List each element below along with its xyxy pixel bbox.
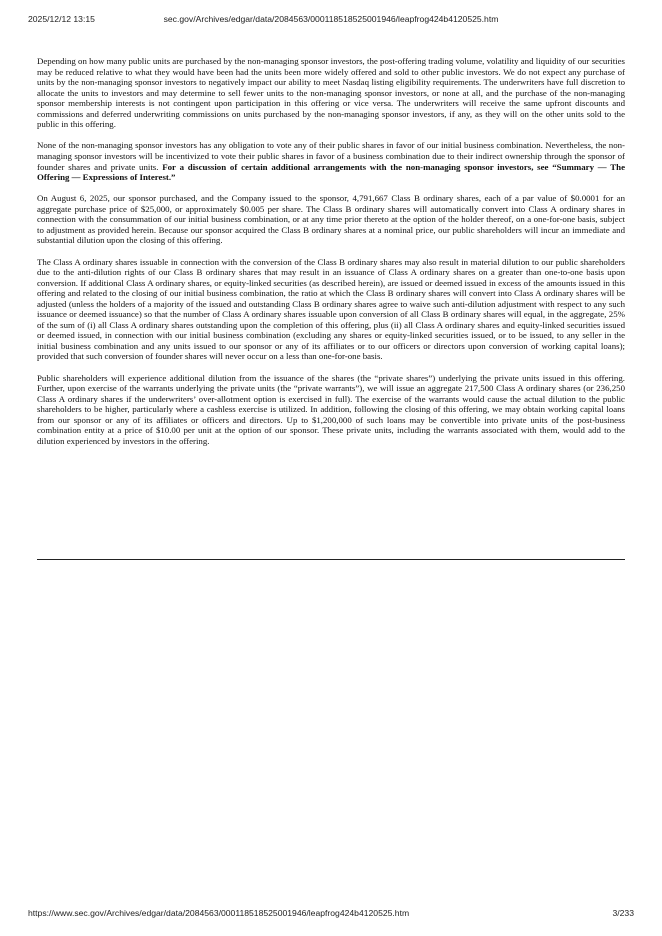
paragraph-voting-text: None of the non-managing sponsor investors has any obligation to vote any of their public shares in favor of our initial business combination. Nevertheless, the non-managing sponsor investors will be incentivized to vote their public shares in favor of a business combination due to their indirect ownership through the sponsor of founder shares and private units. (37, 140, 625, 172)
print-footer (28, 908, 634, 922)
page-divider (37, 559, 625, 560)
print-footer-url: https://www.sec.gov/Archives/edgar/data/2084563/000118518525001946/leapfrog424b4120525.htm (28, 908, 410, 918)
document-body (37, 56, 625, 457)
paragraph-voting-obligation (37, 140, 625, 182)
paragraph-voting-bold-reference: For a discussion of certain additional arrangements with the non-managing sponsor investors, see “Summary — The Offering — Expressions of Interest.” (37, 161, 625, 183)
paragraph-sponsor-investor-liquidity: Depending on how many public units are purchased by the non-managing sponsor investors, the post-offering trading volume, volatility and liquidity of our securities may be reduced relative to what they would have been had the units been more widely offered and sold to other public investors. We do not expect any purchase of units by the non-managing sponsor investors to negatively impact our ability to meet Nasdaq listing eligibility requirements. The underwriters have full discretion to allocate the units to investors and may determine to sell fewer units to the non-managing sponsor investors, or none at all, and the purchase of the non-managing sponsor membership interests is not contingent upon participation in this offering or vice versa. The underwriters will receive the same upfront discounts and commissions and deferred underwriting commissions on units purchased by the non-managing sponsor investors, if any, as they will on the other units sold to the public in this offering. (37, 56, 625, 130)
print-header-url: sec.gov/Archives/edgar/data/2084563/000118518525001946/leapfrog424b4120525.htm (163, 14, 499, 24)
print-header (28, 14, 634, 28)
page-number: 3/233 (612, 908, 634, 918)
paragraph-class-b-purchase: On August 6, 2025, our sponsor purchased, and the Company issued to the sponsor, 4,791,667 Class B ordinary shares, each of a par value of $0.0001 for an aggregate purchase price of $25,000, or approximately $0.005 per share. The Class B ordinary shares will automatically convert into Class A ordinary shares in connection with the consummation of our initial business combination, or at any time prior thereto at the option of the holder thereof, on a one-for-one basis, subject to adjustment as provided herein. Because our sponsor acquired the Class B ordinary shares at a nominal price, our public shareholders will incur an immediate and substantial dilution upon the closing of this offering. (37, 193, 625, 246)
paragraph-private-shares-dilution: Public shareholders will experience additional dilution from the issuance of the shares (the “private shares”) underlying the private units issued in this offering. Further, upon exercise of the warrants underlying the private units (the “private warrants”), we will issue an aggregate 217,500 Class A ordinary shares (or 236,250 Class A ordinary shares if the underwriters’ over-allotment option is exercised in full). The exercise of the warrants would cause the actual dilution to the public shareholders to be higher, particularly where a cashless exercise is utilized. In addition, following the closing of this offering, we may obtain working capital loans from our sponsor or any of its affiliates or officers and directors. Up to $1,200,000 of such loans may be convertible into private units of the post-business combination entity at a price of $10.00 per unit at the option of our sponsor. These private units, including the warrants associated with them, would add to the dilution experienced by investors in the offering. (37, 372, 625, 446)
print-datetime: 2025/12/12 13:15 (28, 14, 95, 24)
paragraph-anti-dilution: The Class A ordinary shares issuable in connection with the conversion of the Class B ordinary shares may also result in material dilution to our public shareholders due to the anti-dilution rights of our Class B ordinary shares that may result in an issuance of Class A ordinary shares on a greater than one-to-one basis upon conversion. If additional Class A ordinary shares, or equity-linked securities (as described herein), are issued or deemed issued in excess of the amounts issued in this offering and related to the closing of our initial business combination, the ratio at which the Class B ordinary shares will convert into Class A ordinary shares will be adjusted (unless the holders of a majority of the issued and outstanding Class B ordinary shares agree to waive such anti-dilution adjustment with respect to any such issuance or deemed issuance) so that the number of Class A ordinary shares issuable upon conversion of all Class B ordinary shares will equal, in the aggregate, 25% of the sum of (i) all Class A ordinary shares outstanding upon the completion of this offering, plus (ii) all Class A ordinary shares and equity-linked securities issued or deemed issued, in connection with our initial business combination (excluding any shares or equity-linked securities issued, or to be issued, to any seller in the initial business combination and any units issued to our sponsor or any of its affiliates or to our officers or directors upon conversion of working capital loans); provided that such conversion of founder shares will never occur on a less than one-for-one basis. (37, 256, 625, 362)
